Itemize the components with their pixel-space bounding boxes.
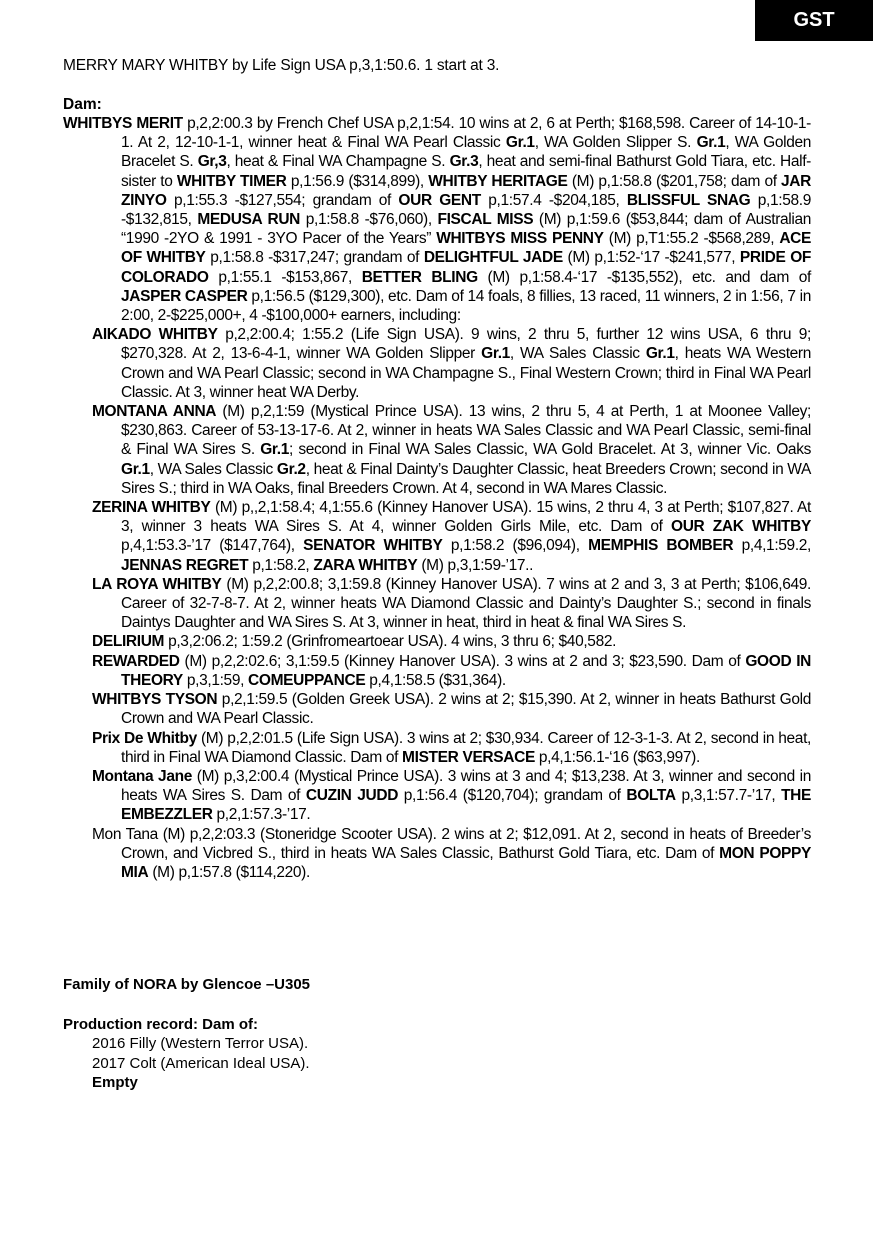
record-text: p,4,1:58.5 ($31,364). (365, 671, 506, 689)
horse-name-bold: JASPER CASPER (121, 287, 248, 305)
horse-name-bold: ZERINA WHITBY (92, 499, 211, 517)
record-text: p,1:58.2, (248, 556, 314, 574)
record-text: p,4,1:56.1-‘16 ($63,997). (534, 748, 700, 766)
record-text: p,4,1:59.2, (733, 537, 811, 555)
production-item: Empty (92, 1074, 138, 1091)
horse-name-bold: Gr.1 (505, 134, 535, 152)
record-text: (M) p,2,2:00.8; 3,1:59.8 (Kinney Hanover USA). 7 wins at 2 and 3, 3 at Perth; $106,649. Career of 32-7-8-7. At 2, winner heats WA Diamond Classic and Dainty’s Daughter S.; second in finals Daintys Daughter and WA Sires S. At 3, winner in heat, third in heat & final WA Sires S. (121, 575, 811, 632)
dam-entry (63, 114, 811, 325)
offspring-entry (63, 575, 811, 633)
horse-name-bold: DELIGHTFUL JADE (423, 249, 563, 267)
horse-name-bold: ZARA WHITBY (313, 556, 418, 574)
record-text: (M) p,2,2:01.5 (Life Sign USA). 3 wins at 2; $30,934. Career of 12-3-1-3. At 2, second in heat, third in Final WA Diamond Classic. Dam of (121, 729, 811, 766)
horse-name-bold: COMEUPPANCE (248, 671, 366, 689)
record-text: p,2,1:59.5 (Golden Greek USA). 2 wins at 2; $15,390. At 2, winner in heats Bathurst Gold Crown and WA Pearl Classic. (121, 691, 811, 728)
record-text: , WA Golden Bracelet S. (121, 134, 812, 171)
record-text: p,1:55.3 -$127,554; grandam of (166, 191, 399, 209)
horse-name-bold: SENATOR WHITBY (303, 537, 443, 555)
horse-name-bold: OUR GENT (398, 191, 481, 209)
production-record-label: Production record: Dam of: (63, 1016, 259, 1033)
horse-name-bold: PRIDE OF COLORADO (121, 249, 812, 286)
record-text: (M) p,,2,1:58.4; 4,1:55.6 (Kinney Hanover USA). 15 wins, 2 thru 4, 3 at Perth; $107,827. At 3, winner 3 heats WA Sires S. At 4, winner Golden Girls Mile, etc. Dam of (121, 499, 811, 536)
record-text: p,3,2:06.2; 1:59.2 (Grinfromeartoear USA). 4 wins, 3 thru 6; $40,582. (164, 633, 617, 651)
horse-name-bold: WHITBY TIMER (176, 172, 287, 190)
horse-name-bold: WHITBYS MISS PENNY (436, 230, 604, 248)
horse-name-bold: DELIRIUM (92, 633, 165, 651)
horse-name-bold: ACE OF WHITBY (121, 230, 811, 267)
record-text: p,1:56.9 ($314,899), (286, 172, 429, 190)
horse-name-bold: Montana Jane (92, 767, 192, 785)
record-text: p,1:55.1 -$153,867, (208, 268, 362, 286)
offspring-entry (63, 652, 811, 690)
horse-name-bold: BOLTA (626, 787, 676, 805)
horse-name-bold: MEDUSA RUN (197, 211, 301, 229)
offspring-entry (63, 498, 811, 575)
record-text: , heats WA Western Crown and WA Pearl Classic; second in WA Champagne S., Final Western Crown; third in Final WA Pearl Classic. At 3, winner heat WA Derby. (121, 345, 812, 401)
horse-name-bold: MONTANA ANNA (92, 403, 217, 421)
record-text: (M) p,3,2:00.4 (Mystical Prince USA). 3 wins at 3 and 4; $13,238. At 3, winner and second in heats WA Sires S. Dam of (121, 767, 812, 805)
dam-section-label: Dam: (63, 96, 102, 113)
record-text: , heat & Final Dainty’s Daughter Classic, heat Breeders Crown; second in WA Sires S.; third in WA Oaks, final Breeders Crown. At 4, second in WA Mares Classic. (121, 460, 811, 497)
production-item: 2017 Colt (American Ideal USA). (92, 1054, 310, 1072)
horse-name-bold: MISTER VERSACE (402, 748, 535, 766)
record-text: p,1:56.4 ($120,704); grandam of (398, 787, 627, 805)
horse-name-bold: Gr,3 (197, 153, 227, 171)
horse-name-bold: MON POPPY MIA (121, 844, 811, 881)
horse-name-bold: Gr.1 (121, 460, 150, 478)
offspring-entry (63, 632, 811, 651)
record-text: p,1:58.2 ($96,094), (442, 537, 589, 555)
offspring-entry (63, 729, 811, 767)
record-text: (M) p,1:52-‘17 -$241,577, (562, 249, 740, 267)
horse-name-bold: WHITBYS TYSON (92, 691, 218, 709)
offspring-list (63, 325, 811, 882)
horse-name-bold: FISCAL MISS (437, 211, 534, 229)
record-text: (M) p,1:58.8 ($201,758; dam of (567, 172, 782, 190)
gst-badge (755, 0, 873, 41)
horse-name-bold: OUR ZAK WHITBY (671, 518, 811, 536)
record-text: ; second in Final WA Sales Classic, WA Gold Bracelet. At 3, winner Vic. Oaks (288, 441, 811, 459)
record-text: , heat & Final WA Champagne S. (226, 153, 450, 171)
horse-name-bold: Prix De Whitby (92, 729, 197, 747)
horse-name-bold: BLISSFUL SNAG (626, 191, 751, 209)
record-text: Mon Tana (M) p,2,2:03.3 (Stoneridge Scooter USA). 2 wins at 2; $12,091. At 2, second in heats of Breeder’s Crown, and Vicbred S., third in heats WA Sales Classic, Bathurst Gold Tiara, etc. Dam of (92, 825, 811, 862)
horse-name-bold: BETTER BLING (361, 268, 478, 286)
horse-name-bold: LA ROYA WHITBY (92, 575, 222, 593)
record-text: p,1:58.8 -$76,060), (300, 211, 438, 229)
record-text: (M) p,2,1:59 (Mystical Prince USA). 13 wins, 2 thru 5, 4 at Perth, 1 at Moonee Valley; $230,863. Career of 53-13-17-6. At 2, winner in heats WA Sales Classic and WA Pearl Classic, semi-final & Final WA Sires S. (121, 403, 811, 459)
horse-name-bold: Gr.1 (481, 345, 510, 363)
record-text: (M) p,2,2:02.6; 3,1:59.5 (Kinney Hanover USA). 3 wins at 2 and 3; $23,590. Dam of (179, 652, 746, 670)
horse-name-bold: MEMPHIS BOMBER (588, 537, 734, 555)
horse-name-bold: AIKADO WHITBY (92, 326, 218, 344)
record-text: p,1:58.8 -$317,247; grandam of (205, 249, 424, 267)
horse-name-bold: Gr.2 (276, 460, 306, 478)
horse-name-bold: Gr.1 (260, 441, 289, 459)
record-text: p,2,2:00.4; 1:55.2 (Life Sign USA). 9 wins, 2 thru 5, further 12 wins USA, 6 thru 9; $270,328. At 2, 13-6-4-1, winner WA Golden Slipper (121, 326, 811, 363)
record-text: , WA Sales Classic (149, 460, 277, 478)
horse-name-bold: Gr.1 (696, 134, 726, 152)
horse-name-bold: JAR ZINYO (121, 172, 811, 209)
offspring-entry (63, 825, 811, 883)
family-line: Family of NORA by Glencoe –U305 (63, 976, 311, 993)
offspring-entry (63, 402, 811, 498)
horse-name-bold: Gr.1 (645, 345, 675, 363)
record-text: (M) p,1:58.4-‘17 -$135,552), etc. and dam of (477, 268, 811, 286)
horse-name-bold: Gr.3 (449, 153, 479, 171)
horse-headline: MERRY MARY WHITBY by Life Sign USA p,3,1:50.6. 1 start at 3. (63, 57, 500, 74)
record-text: p,1:57.4 -$204,185, (480, 191, 627, 209)
offspring-entry (63, 767, 811, 825)
offspring-entry (63, 325, 811, 402)
record-text: , WA Sales Classic (509, 345, 646, 363)
record-text: p,1:58.9 -$132,815, (121, 191, 811, 229)
record-text: p,1:56.5 ($129,300), etc. Dam of 14 foals, 8 fillies, 13 raced, 11 winners, 2 in 1:56, 7 in 2:00, 2-$225,000+, 4 -$100,000+ earners, including: (121, 287, 811, 325)
record-text: p,2,1:57.3-’17. (212, 806, 311, 824)
record-text: (M) p,1:57.8 ($114,220). (148, 863, 310, 881)
record-text: , heat and semi-final Bathurst Gold Tiara, etc. Half-sister to (121, 153, 811, 190)
horse-name-bold: REWARDED (92, 652, 180, 670)
horse-name-bold: CUZIN JUDD (305, 787, 399, 805)
horse-name-bold: THE EMBEZZLER (121, 787, 812, 824)
record-text: p,4,1:53.3-’17 ($147,764), (121, 537, 304, 555)
record-text: p,3,1:59, (182, 671, 249, 689)
production-record-list (92, 1034, 310, 1093)
horse-name-bold: WHITBYS MERIT (63, 115, 183, 132)
gst-badge-label: GST (793, 9, 835, 31)
record-text: p,3,1:57.7-’17, (675, 787, 782, 805)
production-item: 2016 Filly (Western Terror USA). (92, 1035, 309, 1052)
offspring-entry (63, 690, 811, 728)
record-text: (M) p,1:59.6 ($53,844; dam of Australian “1990 -2YO & 1991 - 3YO Pacer of the Years” (121, 211, 812, 248)
horse-name-bold: WHITBY HERITAGE (428, 172, 568, 190)
record-text: p,2,2:00.3 by French Chef USA p,2,1:54. 10 wins at 2, 6 at Perth; $168,598. Career of 14-10-1-1. At 2, 12-10-1-1, winner heat & Final WA Pearl Classic (121, 115, 811, 152)
record-text: (M) p,T1:55.2 -$568,289, (603, 230, 780, 248)
pedigree-body (63, 114, 811, 882)
horse-name-bold: JENNAS REGRET (121, 556, 249, 574)
horse-name-bold: GOOD IN THEORY (121, 652, 811, 689)
record-text: , WA Golden Slipper S. (534, 134, 697, 152)
record-text: (M) p,3,1:59-’17.. (417, 556, 534, 574)
